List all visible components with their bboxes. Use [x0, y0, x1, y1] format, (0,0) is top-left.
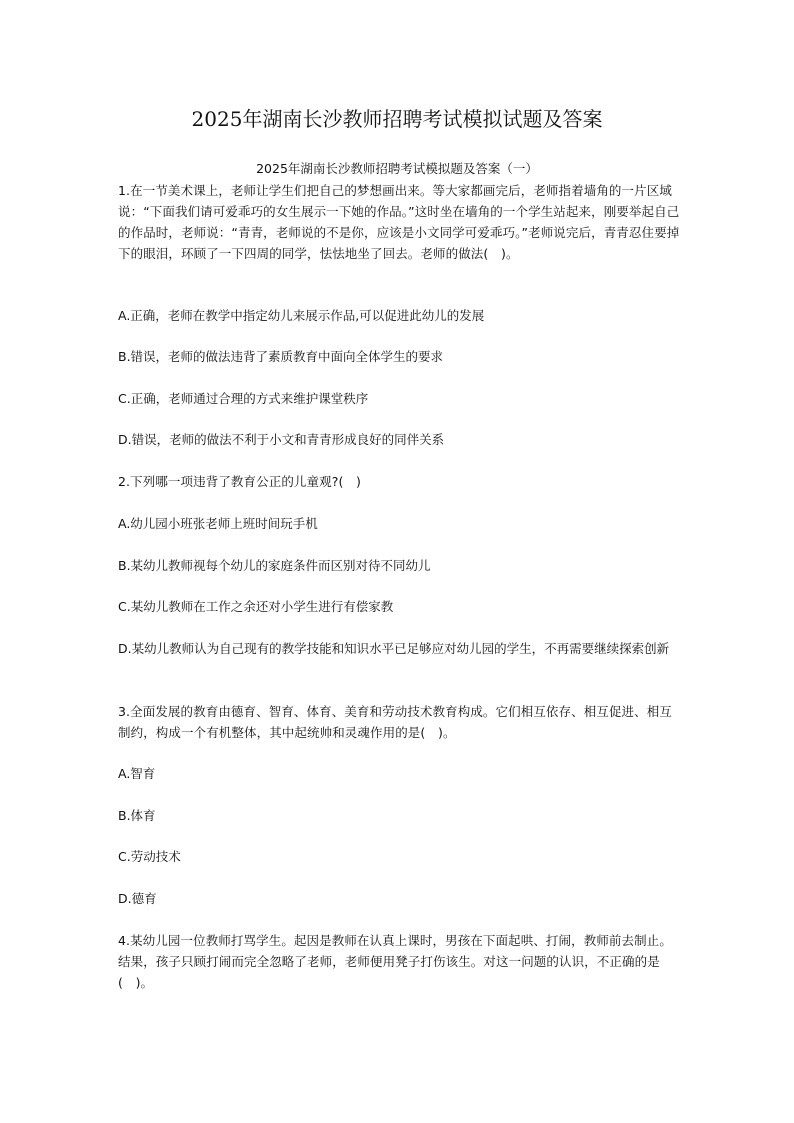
question-3-option-c: C.劳动技术 — [118, 849, 181, 864]
question-1-option-a: A.正确，老师在教学中指定幼儿来展示作品,可以促进此幼儿的发展 — [118, 308, 485, 323]
question-2-option-d: D.某幼儿教师认为自己现有的教学技能和知识水平已足够应对幼儿园的学生，不再需要继续探索创新 — [118, 641, 670, 656]
document-subtitle: 2025年湖南长沙教师招聘考试模拟题及答案（一） — [256, 161, 538, 176]
question-2-option-a: A.幼儿园小班张老师上班时间玩手机 — [118, 516, 318, 531]
question-2-option-b: B.某幼儿教师视每个幼儿的家庭条件而区别对待不同幼儿 — [118, 558, 431, 573]
question-1-option-b: B.错误，老师的做法违背了素质教育中面向全体学生的要求 — [118, 349, 444, 364]
question-4-stem: 4.某幼儿园一位教师打骂学生。起因是教师在认真上课时，男孩在下面起哄、打闹，教师前去制止。结果，孩子只顾打闹而完全忽略了老师，老师便用凳子打伤该生。对这一问题的认识，不正确的是( )。 — [118, 933, 672, 990]
question-3-option-a: A.智育 — [118, 766, 156, 781]
question-3-stem: 3.全面发展的教育由德育、智育、体育、美育和劳动技术教育构成。它们相互依存、相互促进、相互制约，构成一个有机整体，其中起统帅和灵魂作用的是( )。 — [118, 704, 672, 740]
question-1-option-d: D.错误，老师的做法不利于小文和青青形成良好的同伴关系 — [118, 432, 445, 447]
question-3-option-b: B.体育 — [118, 808, 156, 823]
question-3-option-d: D.德育 — [118, 891, 157, 906]
question-1-stem: 1.在一节美术课上，老师让学生们把自己的梦想画出来。等大家都画完后，老师指着墙角的一片区域说：“下面我们请可爱乖巧的女生展示一下她的作品。”这时坐在墙角的一个学生站起来，刚要举起自己的作品时，老师说：“青青，老师说的不是你，应该是小文同学可爱乖巧。”老师说完后，青青忍住要掉下的眼泪，环顾了一下四周的同学，怯怯地坐了回去。老师的做法( )。 — [118, 183, 680, 261]
document-title: 2025年湖南长沙教师招聘考试模拟试题及答案 — [191, 107, 603, 131]
question-2-stem: 2.下列哪一项违背了教育公正的儿童观?( ) — [118, 474, 362, 489]
question-2-option-c: C.某幼儿教师在工作之余还对小学生进行有偿家教 — [118, 599, 394, 614]
question-1-option-c: C.正确，老师通过合理的方式来维护课堂秩序 — [118, 391, 369, 406]
